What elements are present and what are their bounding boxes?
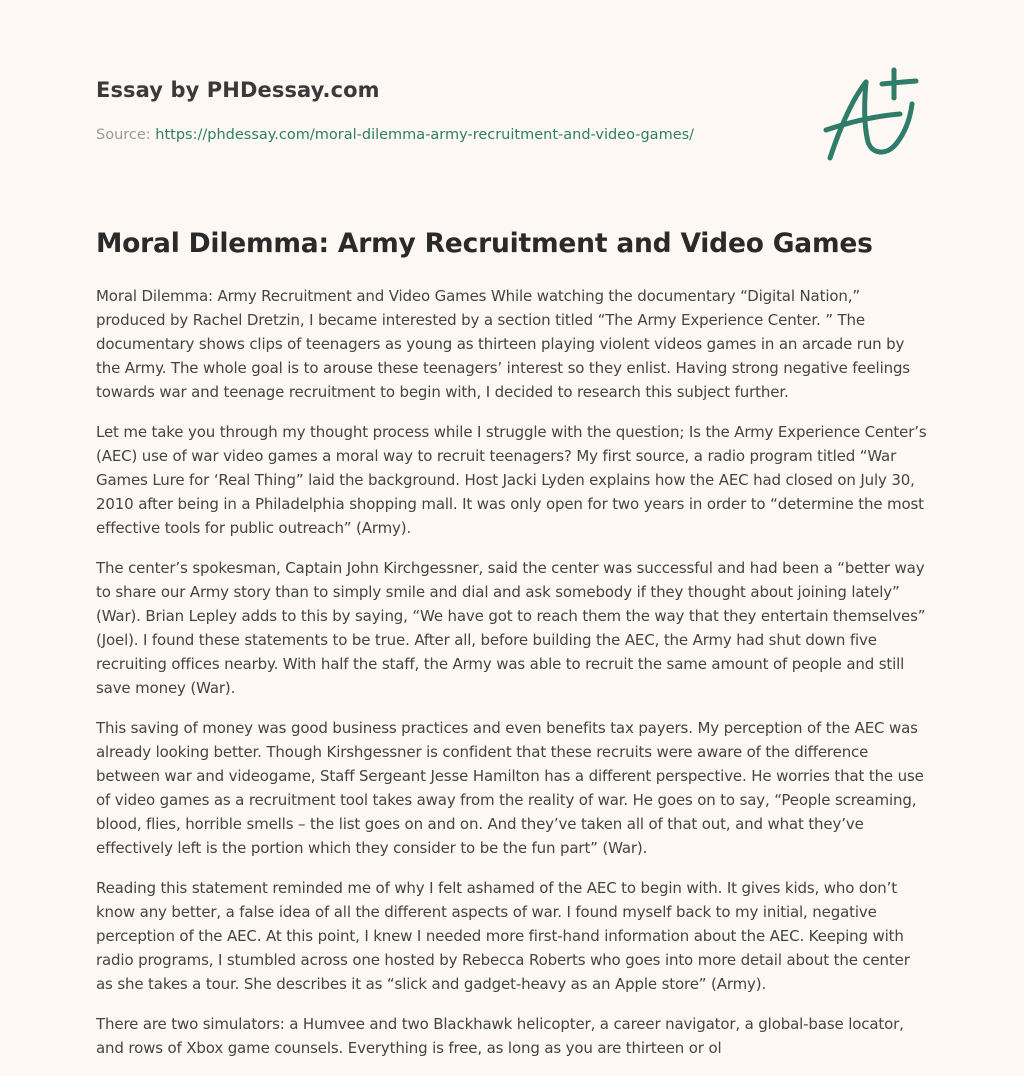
essay-paragraph: Reading this statement reminded me of why I felt ashamed of the AEC to begin with. It gives kids, who don’t know any better, a false idea of all the different aspects of war. I found myself back to my initial, negative perception of the AEC. At this point, I knew I needed more first-hand information about the AEC. Keeping with radio programs, I stumbled across one hosted by Rebecca Roberts who goes into more detail about the center as she takes a tour. She describes it as “slick and gadget-heavy as an Apple store” (Army).	[96, 879, 910, 993]
source-link[interactable]: https://phdessay.com/moral-dilemma-army-recruitment-and-video-games/	[155, 127, 695, 143]
a-plus-grade-icon	[820, 64, 928, 164]
essay-paragraph: The center’s spokesman, Captain John Kirchgessner, said the center was successful and had been a “better way to share our Army story than to simply smile and dial and ask somebody if they thought about joining lately” (War). Brian Lepley adds to this by saying, “We have got to reach them the way that they entertain themselves” (Joel). I found these statements to be true. After all, before building the AEC, the Army had shut down five recruiting offices nearby. With half the staff, the Army was able to recruit the same amount of people and still save money (War).	[96, 559, 926, 697]
a-plus-logo	[820, 64, 928, 164]
essay-paragraph: Moral Dilemma: Army Recruitment and Video Games While watching the documentary “Digital Nation,” produced by Rachel Dretzin, I became interested by a section titled “The Army Experience Center. ” The documentary shows clips of teenagers as young as thirteen playing violent videos games in an arcade run by the Army. The whole goal is to arouse these teenagers’ interest so they enlist. Having strong negative feelings towards war and teenage recruitment to begin with, I decided to research this subject further.	[96, 287, 910, 401]
essay-paragraph: Let me take you through my thought process while I struggle with the question; Is the Army Experience Center’s (AEC) use of war video games a moral way to recruit teenagers? My first source, a radio program titled “War Games Lure for ‘Real Thing” laid the background. Host Jacki Lyden explains how the AEC had closed on July 30, 2010 after being in a Philadelphia shopping mall. It was only open for two years in order to “determine the most effective tools for public outreach” (Army).	[96, 423, 927, 537]
essay-title: Moral Dilemma: Army Recruitment and Video Games	[96, 228, 873, 259]
essay-paragraph: There are two simulators: a Humvee and two Blackhawk helicopter, a career navigator, a global-base locator, and rows of Xbox game counsels. Everything is free, as long as you are thirteen or ol	[96, 1015, 904, 1057]
site-brand: Essay by PHDessay.com	[96, 78, 380, 102]
page-header	[96, 76, 796, 145]
source-label: Source:	[96, 127, 156, 143]
source-line	[96, 125, 796, 145]
essay-body	[96, 284, 930, 1076]
essay-paragraph: This saving of money was good business practices and even benefits tax payers. My perception of the AEC was already looking better. Though Kirshgessner is confident that these recruits were aware of the difference between war and videogame, Staff Sergeant Jesse Hamilton has a different perspective. He worries that the use of video games as a recruitment tool takes away from the reality of war. He goes on to say, “People screaming, blood, flies, horrible smells – the list goes on and on. And they’ve taken all of that out, and what they’ve effectively left is the portion which they consider to be the fun part” (War).	[96, 719, 924, 857]
